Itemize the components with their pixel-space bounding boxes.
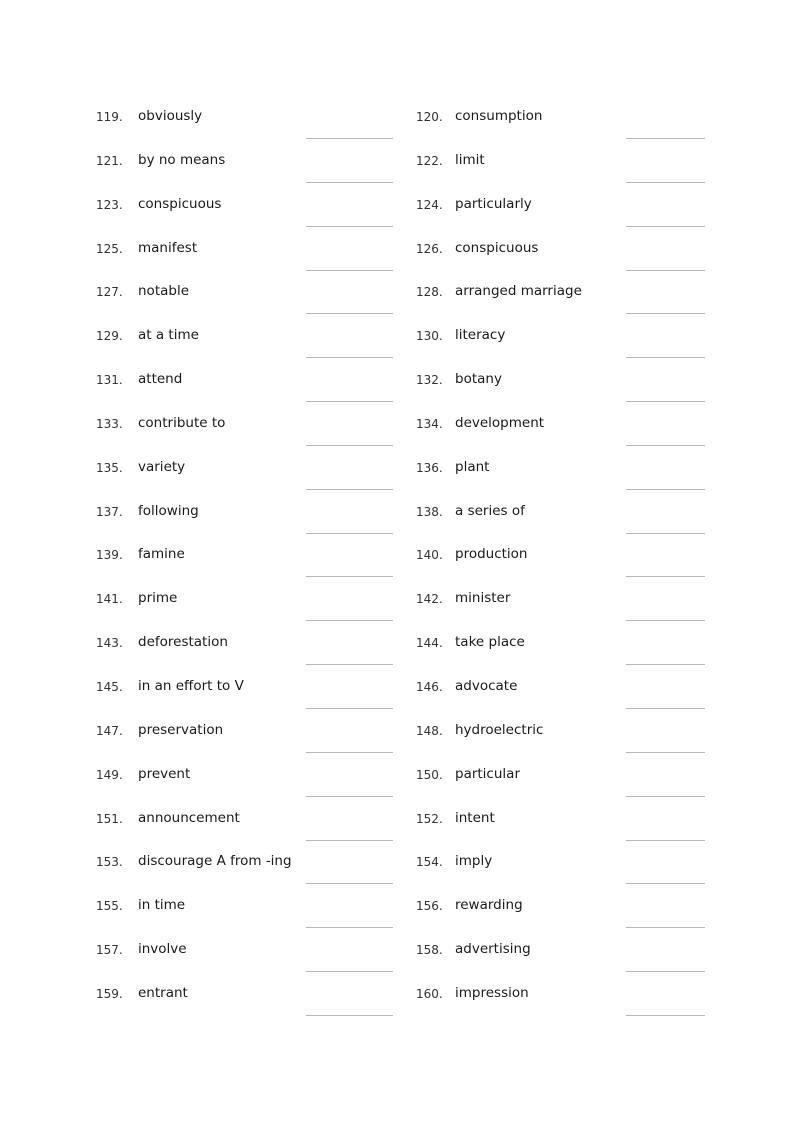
- vocab-item-right: [0, 940, 794, 960]
- vocab-row: [0, 270, 794, 314]
- vocab-word: deforestation: [138, 634, 228, 651]
- item-number: 129.: [96, 329, 123, 344]
- answer-blank-line[interactable]: [626, 1015, 705, 1016]
- item-number: 142.: [416, 592, 443, 607]
- item-number: 154.: [416, 855, 443, 870]
- item-number: 153.: [96, 855, 123, 870]
- item-number: 131.: [96, 373, 123, 388]
- vocab-item-right: [0, 721, 794, 741]
- vocab-word: hydroelectric: [455, 721, 544, 738]
- vocab-row: [0, 577, 794, 621]
- vocab-row: [0, 446, 794, 490]
- item-number: 124.: [416, 197, 443, 212]
- vocab-word: particular: [455, 765, 520, 782]
- vocab-row: [0, 709, 794, 753]
- vocabulary-list: [0, 95, 794, 1016]
- vocab-item-right: [0, 502, 794, 522]
- vocab-item-right: [0, 677, 794, 697]
- vocab-word: preservation: [138, 721, 224, 738]
- vocab-item-right: [0, 589, 794, 609]
- vocab-word: contribute to: [138, 414, 226, 431]
- vocab-word: particularly: [455, 195, 532, 212]
- vocab-word: notable: [138, 283, 190, 300]
- vocab-word: botany: [455, 371, 502, 388]
- vocab-row: [0, 95, 794, 139]
- vocab-row: [0, 621, 794, 665]
- vocab-row: [0, 533, 794, 577]
- vocab-item-right: [0, 896, 794, 916]
- vocab-word: at a time: [138, 327, 199, 344]
- item-number: 125.: [96, 241, 123, 256]
- vocab-word: variety: [138, 458, 186, 475]
- vocab-word: development: [455, 414, 545, 431]
- vocab-row: [0, 665, 794, 709]
- vocab-word: discourage A from -ing: [138, 853, 292, 870]
- item-number: 143.: [96, 636, 123, 651]
- vocab-item-right: [0, 545, 794, 565]
- vocab-word: take place: [455, 634, 525, 651]
- vocab-item-right: [0, 326, 794, 346]
- item-number: 132.: [416, 373, 443, 388]
- item-number: 138.: [416, 504, 443, 519]
- vocab-word: manifest: [138, 239, 198, 256]
- vocab-item-right: [0, 239, 794, 259]
- vocab-word: consumption: [455, 108, 543, 124]
- vocab-item-right: [0, 151, 794, 171]
- item-number: 128.: [416, 285, 443, 300]
- item-number: 156.: [416, 899, 443, 914]
- vocab-word: involve: [138, 941, 187, 958]
- vocab-row: [0, 402, 794, 446]
- item-number: 146.: [416, 679, 443, 694]
- vocab-row: [0, 183, 794, 227]
- vocab-word: minister: [455, 590, 511, 607]
- vocab-row: [0, 358, 794, 402]
- item-number: 149.: [96, 767, 123, 782]
- vocab-word: arranged marriage: [455, 283, 582, 300]
- vocab-row: [0, 314, 794, 358]
- item-number: 133.: [96, 416, 123, 431]
- vocab-item-right: [0, 852, 794, 872]
- vocab-row: [0, 884, 794, 928]
- item-number: 120.: [416, 110, 443, 124]
- vocab-word: advocate: [455, 677, 518, 694]
- vocab-word: rewarding: [455, 897, 523, 914]
- item-number: 152.: [416, 811, 443, 826]
- item-number: 157.: [96, 943, 123, 958]
- vocab-word: following: [138, 502, 199, 519]
- vocab-word: a series of: [455, 502, 525, 519]
- vocab-item-right: [0, 414, 794, 434]
- vocab-item-right: [0, 984, 794, 1004]
- item-number: 148.: [416, 723, 443, 738]
- item-number: 136.: [416, 460, 443, 475]
- vocab-word: limit: [455, 151, 485, 168]
- item-number: 130.: [416, 329, 443, 344]
- item-number: 137.: [96, 504, 123, 519]
- vocab-row: [0, 490, 794, 534]
- vocab-word: prime: [138, 590, 178, 607]
- item-number: 151.: [96, 811, 123, 826]
- vocab-item-right: [0, 765, 794, 785]
- vocab-item-right: [0, 370, 794, 390]
- vocab-word: intent: [455, 809, 495, 826]
- item-number: 150.: [416, 767, 443, 782]
- vocab-row: [0, 840, 794, 884]
- vocab-item-right: [0, 107, 794, 127]
- vocab-word: literacy: [455, 327, 506, 344]
- item-number: 144.: [416, 636, 443, 651]
- vocab-word: in an effort to V: [138, 677, 244, 694]
- vocab-item-right: [0, 195, 794, 215]
- item-number: 141.: [96, 592, 123, 607]
- item-number: 160.: [416, 986, 443, 1001]
- item-number: 135.: [96, 460, 123, 475]
- item-number: 134.: [416, 416, 443, 431]
- vocab-word: attend: [138, 371, 183, 388]
- vocab-row: [0, 797, 794, 841]
- item-number: 147.: [96, 723, 123, 738]
- vocab-word: impression: [455, 984, 529, 1001]
- vocab-row: [0, 753, 794, 797]
- vocab-item-right: [0, 809, 794, 829]
- item-number: 121.: [96, 153, 123, 168]
- item-number: 119.: [96, 110, 123, 124]
- vocab-word: conspicuous: [455, 239, 539, 256]
- vocab-row: [0, 139, 794, 183]
- item-number: 140.: [416, 548, 443, 563]
- item-number: 155.: [96, 899, 123, 914]
- vocab-word: obviously: [138, 108, 203, 124]
- vocab-word: advertising: [455, 941, 531, 958]
- item-number: 139.: [96, 548, 123, 563]
- item-number: 158.: [416, 943, 443, 958]
- vocab-word: famine: [138, 546, 185, 563]
- item-number: 126.: [416, 241, 443, 256]
- vocab-word: prevent: [138, 765, 191, 782]
- vocab-item-right: [0, 633, 794, 653]
- answer-blank-line[interactable]: [306, 1015, 393, 1016]
- item-number: 159.: [96, 986, 123, 1001]
- vocab-word: in time: [138, 897, 186, 914]
- vocab-item-right: [0, 458, 794, 478]
- item-number: 127.: [96, 285, 123, 300]
- vocab-word: announcement: [138, 809, 240, 826]
- vocab-word: imply: [455, 853, 493, 870]
- vocab-word: entrant: [138, 984, 188, 1001]
- item-number: 145.: [96, 679, 123, 694]
- vocab-word: production: [455, 546, 528, 563]
- vocab-item-right: [0, 282, 794, 302]
- item-number: 123.: [96, 197, 123, 212]
- vocab-word: conspicuous: [138, 195, 222, 212]
- vocab-word: by no means: [138, 151, 226, 168]
- vocab-word: plant: [455, 458, 490, 475]
- vocab-row: [0, 227, 794, 271]
- vocab-row: [0, 972, 794, 1016]
- item-number: 122.: [416, 153, 443, 168]
- vocab-row: [0, 928, 794, 972]
